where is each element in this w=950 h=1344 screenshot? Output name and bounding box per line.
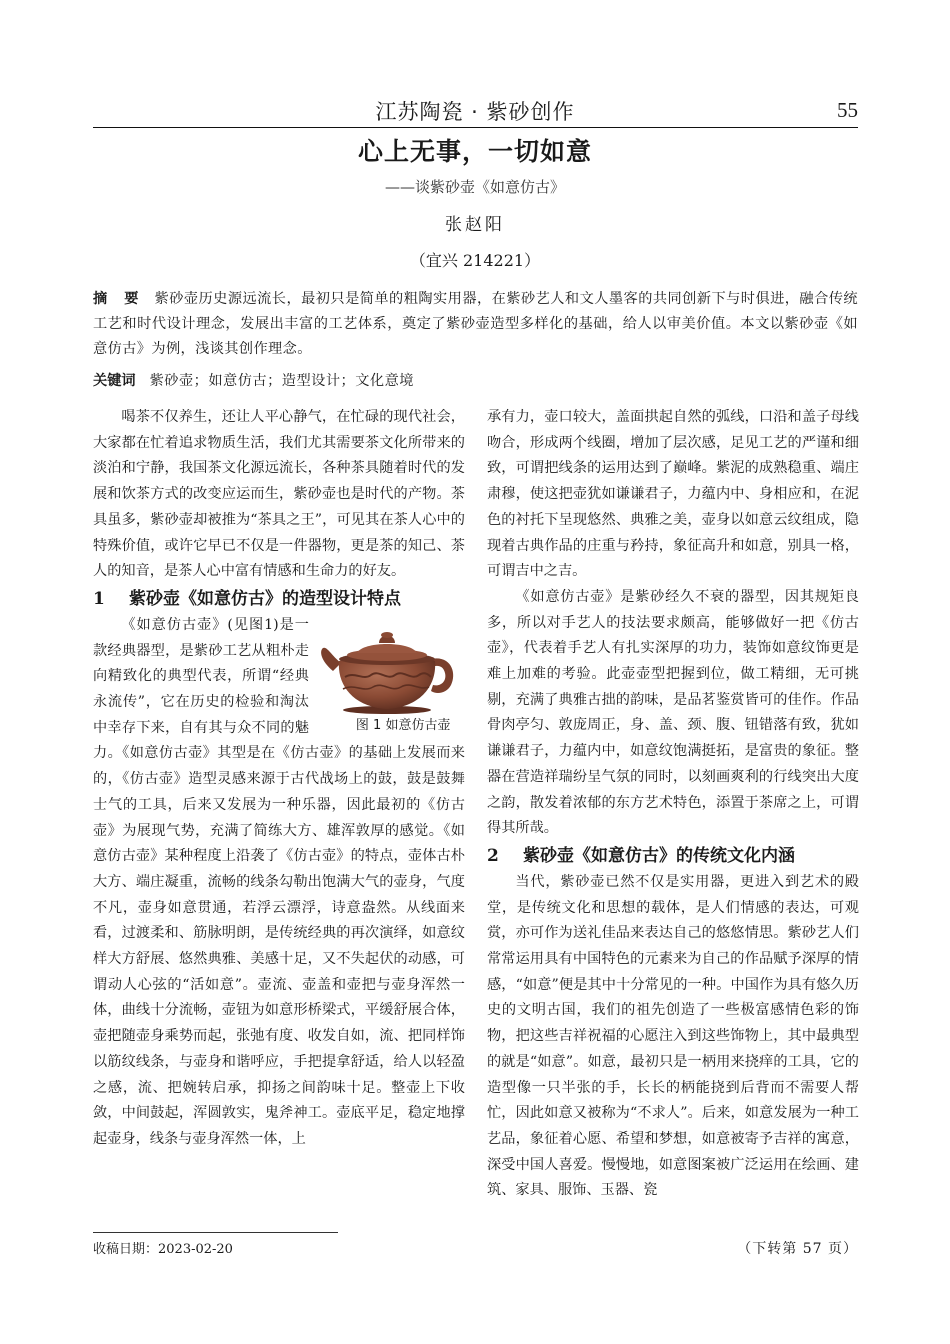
author-affiliation: （宜兴 214221）	[409, 251, 541, 270]
section-1-text: 《如意仿古壶》(见图1)是一款经典器型，是紫砂工艺从粗朴走向精致化的典型代表，所谓“经典永流传”，它在历史的检验和淘汰中幸存下来，自有其与众不同的魅力。《如意仿古壶》其型是在《仿古壶》的基础上发展而来的，《仿古壶》造型灵感来源于古代战场上的鼓，鼓是鼓舞士气的工具，后来又发展为一种乐器，因此最初的《仿古壶》为展现气势，充满了简练大方、雄浑敦厚的感觉。《如意仿古壶》某种程度上沿袭了《仿古壶》的特点，壶体古朴大方、端庄凝重，流畅的线条勾勒出饱满大气的壶身，气度不凡，壶身如意贯通，若浮云漂浮，诗意盎然。从线面来看，过渡柔和、筋脉明朗，是传统经典的再次演绎，如意纹样大方舒展、悠然典雅、美感十足，又不失起伏的动感，可谓动人心弦的“活如意”。壶流、壶盖和壶把与壶身浑然一体，曲线十分流畅，壶钮为如意形桥梁式，平缓舒展合体，壶把随壶身乘势而起，张弛有度、收发自如，流、把同样饰以筋纹线条，与壶身和谐呼应，手把提拿舒适，给人以轻盈之感，流、把婉转启承，抑扬之间韵味十足。整壶上下收敛，中间鼓起，浑圆敦实，鬼斧神工。壶底平足，稳定地撑起壶身，线条与壶身浑然一体，上	[93, 616, 465, 1147]
section-2-paragraph: 当代，紫砂壶已然不仅是实用器，更进入到艺术的殿堂，是传统文化和思想的载体，是人们情感的表达，可观赏，亦可作为送礼佳品来表达自己的悠悠情思。紫砂艺人们常常运用具有中国特色的元素来为自己的作品赋予深厚的情感，“如意”便是其中十分常见的一种。中国作为具有悠久历史的文明古国，我们的祖先创造了一些极富感情色彩的饰物，把这些吉祥祝福的心愿注入到这些饰物上，其中最典型的就是“如意”。如意，最初只是一柄用来挠痒的工具，它的造型像一只半张的手，长长的柄能挠到后背而不需要人帮忙，因此如意又被称为“不求人”。后来，如意发展为一种工艺品，象征着心愿、希望和梦想，如意被寄予吉祥的寓意，深受中国人喜爱。慢慢地，如意图案被广泛运用在绘画、建筑、家具、服饰、玉器、瓷	[487, 873, 859, 1199]
teapot-photo-icon	[313, 615, 465, 715]
section-1-title: 紫砂壶《如意仿古》的造型设计特点	[129, 588, 401, 609]
section-1-paragraph-2: 《如意仿古壶》是紫砂经久不衰的器型，因其规矩良多，所以对手艺人的技法要求颇高，能够做好一把《仿古壶》，代表着手艺人有扎实深厚的功力，装饰如意纹饰更是难上加难的考验。此壶壶型把握到位，做工精细，无可挑剔，充满了典雅古拙的韵味，是品茗鉴赏皆可的佳作。作品骨肉亭匀、敦庞周正，身、盖、颈、腹、钮错落有致，犹如谦谦君子，力蕴内中，如意纹饱满挺拓，是富贵的象征。整器在营造祥瑞纷呈气氛的同时，以刻画爽利的行线突出大度之韵，散发着浓郁的东方艺术特色，添置于茶席之上，可谓得其所哉。	[487, 588, 859, 837]
footnote-rule	[93, 1232, 338, 1233]
section-2-heading	[487, 842, 859, 870]
figure-1	[313, 615, 465, 735]
keywords-label: 关键词	[93, 373, 136, 389]
continued-note: （下转第 57 页）	[737, 1241, 858, 1257]
section-1-continued: 承有力，壶口较大，盖面拱起自然的弧线，口沿和盖子母线吻合，形成两个线圈，增加了层次感，足见工艺的严谨和细致，可谓把线条的运用达到了巅峰。紫泥的成熟稳重、端庄肃穆，使这把壶犹如谦谦君子，力蕴内中、身相应和，在泥色的衬托下呈现悠然、典雅之美，壶身以如意云纹组成，隐现着古典作品的庄重与矜持，象征高升和如意，别具一格，可谓吉中之吉。	[487, 409, 859, 580]
figure-1-caption: 图 1 如意仿古壶	[355, 717, 451, 733]
received-date: 收稿日期：2023-02-20	[93, 1242, 233, 1257]
article-title: 心上无事，一切如意	[357, 137, 592, 166]
section-1-number: 1	[93, 588, 105, 609]
left-column	[93, 405, 465, 1153]
article-subtitle: ——谈紫砂壶《如意仿古》	[384, 178, 565, 196]
section-2-title: 紫砂壶《如意仿古》的传统文化内涵	[523, 845, 795, 866]
journal-section-header: 江苏陶瓷 · 紫砂创作	[375, 100, 575, 124]
section-1-paragraph	[93, 613, 465, 1153]
keywords-text: 紫砂壶；如意仿古；造型设计；文化意境	[149, 373, 414, 389]
abstract-text: 紫砂壶历史源远流长，最初只是简单的粗陶实用器，在紫砂艺人和文人墨客的共同创新下与时俱进，融合传统工艺和时代设计理念，发展出丰富的工艺体系，奠定了紫砂壶造型多样化的基础，给人以审美价值。本文以紫砂壶《如意仿古》为例，浅谈其创作理念。	[93, 291, 858, 357]
abstract	[93, 287, 858, 362]
intro-paragraph: 喝茶不仅养生，还让人平心静气，在忙碌的现代社会，大家都在忙着追求物质生活，我们尤其需要茶文化所带来的淡泊和宁静，我国茶文化源远流长，各种茶具随着时代的发展和饮茶方式的改变应运而生，紫砂壶也是时代的产物。茶具虽多，紫砂壶却被推为“茶具之王”，可见其在茶人心中的特殊价值，或许它早已不仅是一件器物，更是茶的知己、茶人的知音，是茶人心中富有情感和生命力的好友。	[93, 409, 465, 580]
section-1-heading	[93, 585, 465, 613]
author-name: 张赵阳	[445, 215, 505, 235]
right-column	[487, 405, 859, 1204]
abstract-label: 摘 要	[93, 291, 145, 307]
page-number: 55	[837, 98, 858, 122]
header-rule	[93, 127, 858, 128]
section-2-number: 2	[487, 845, 499, 866]
keywords	[93, 370, 858, 390]
